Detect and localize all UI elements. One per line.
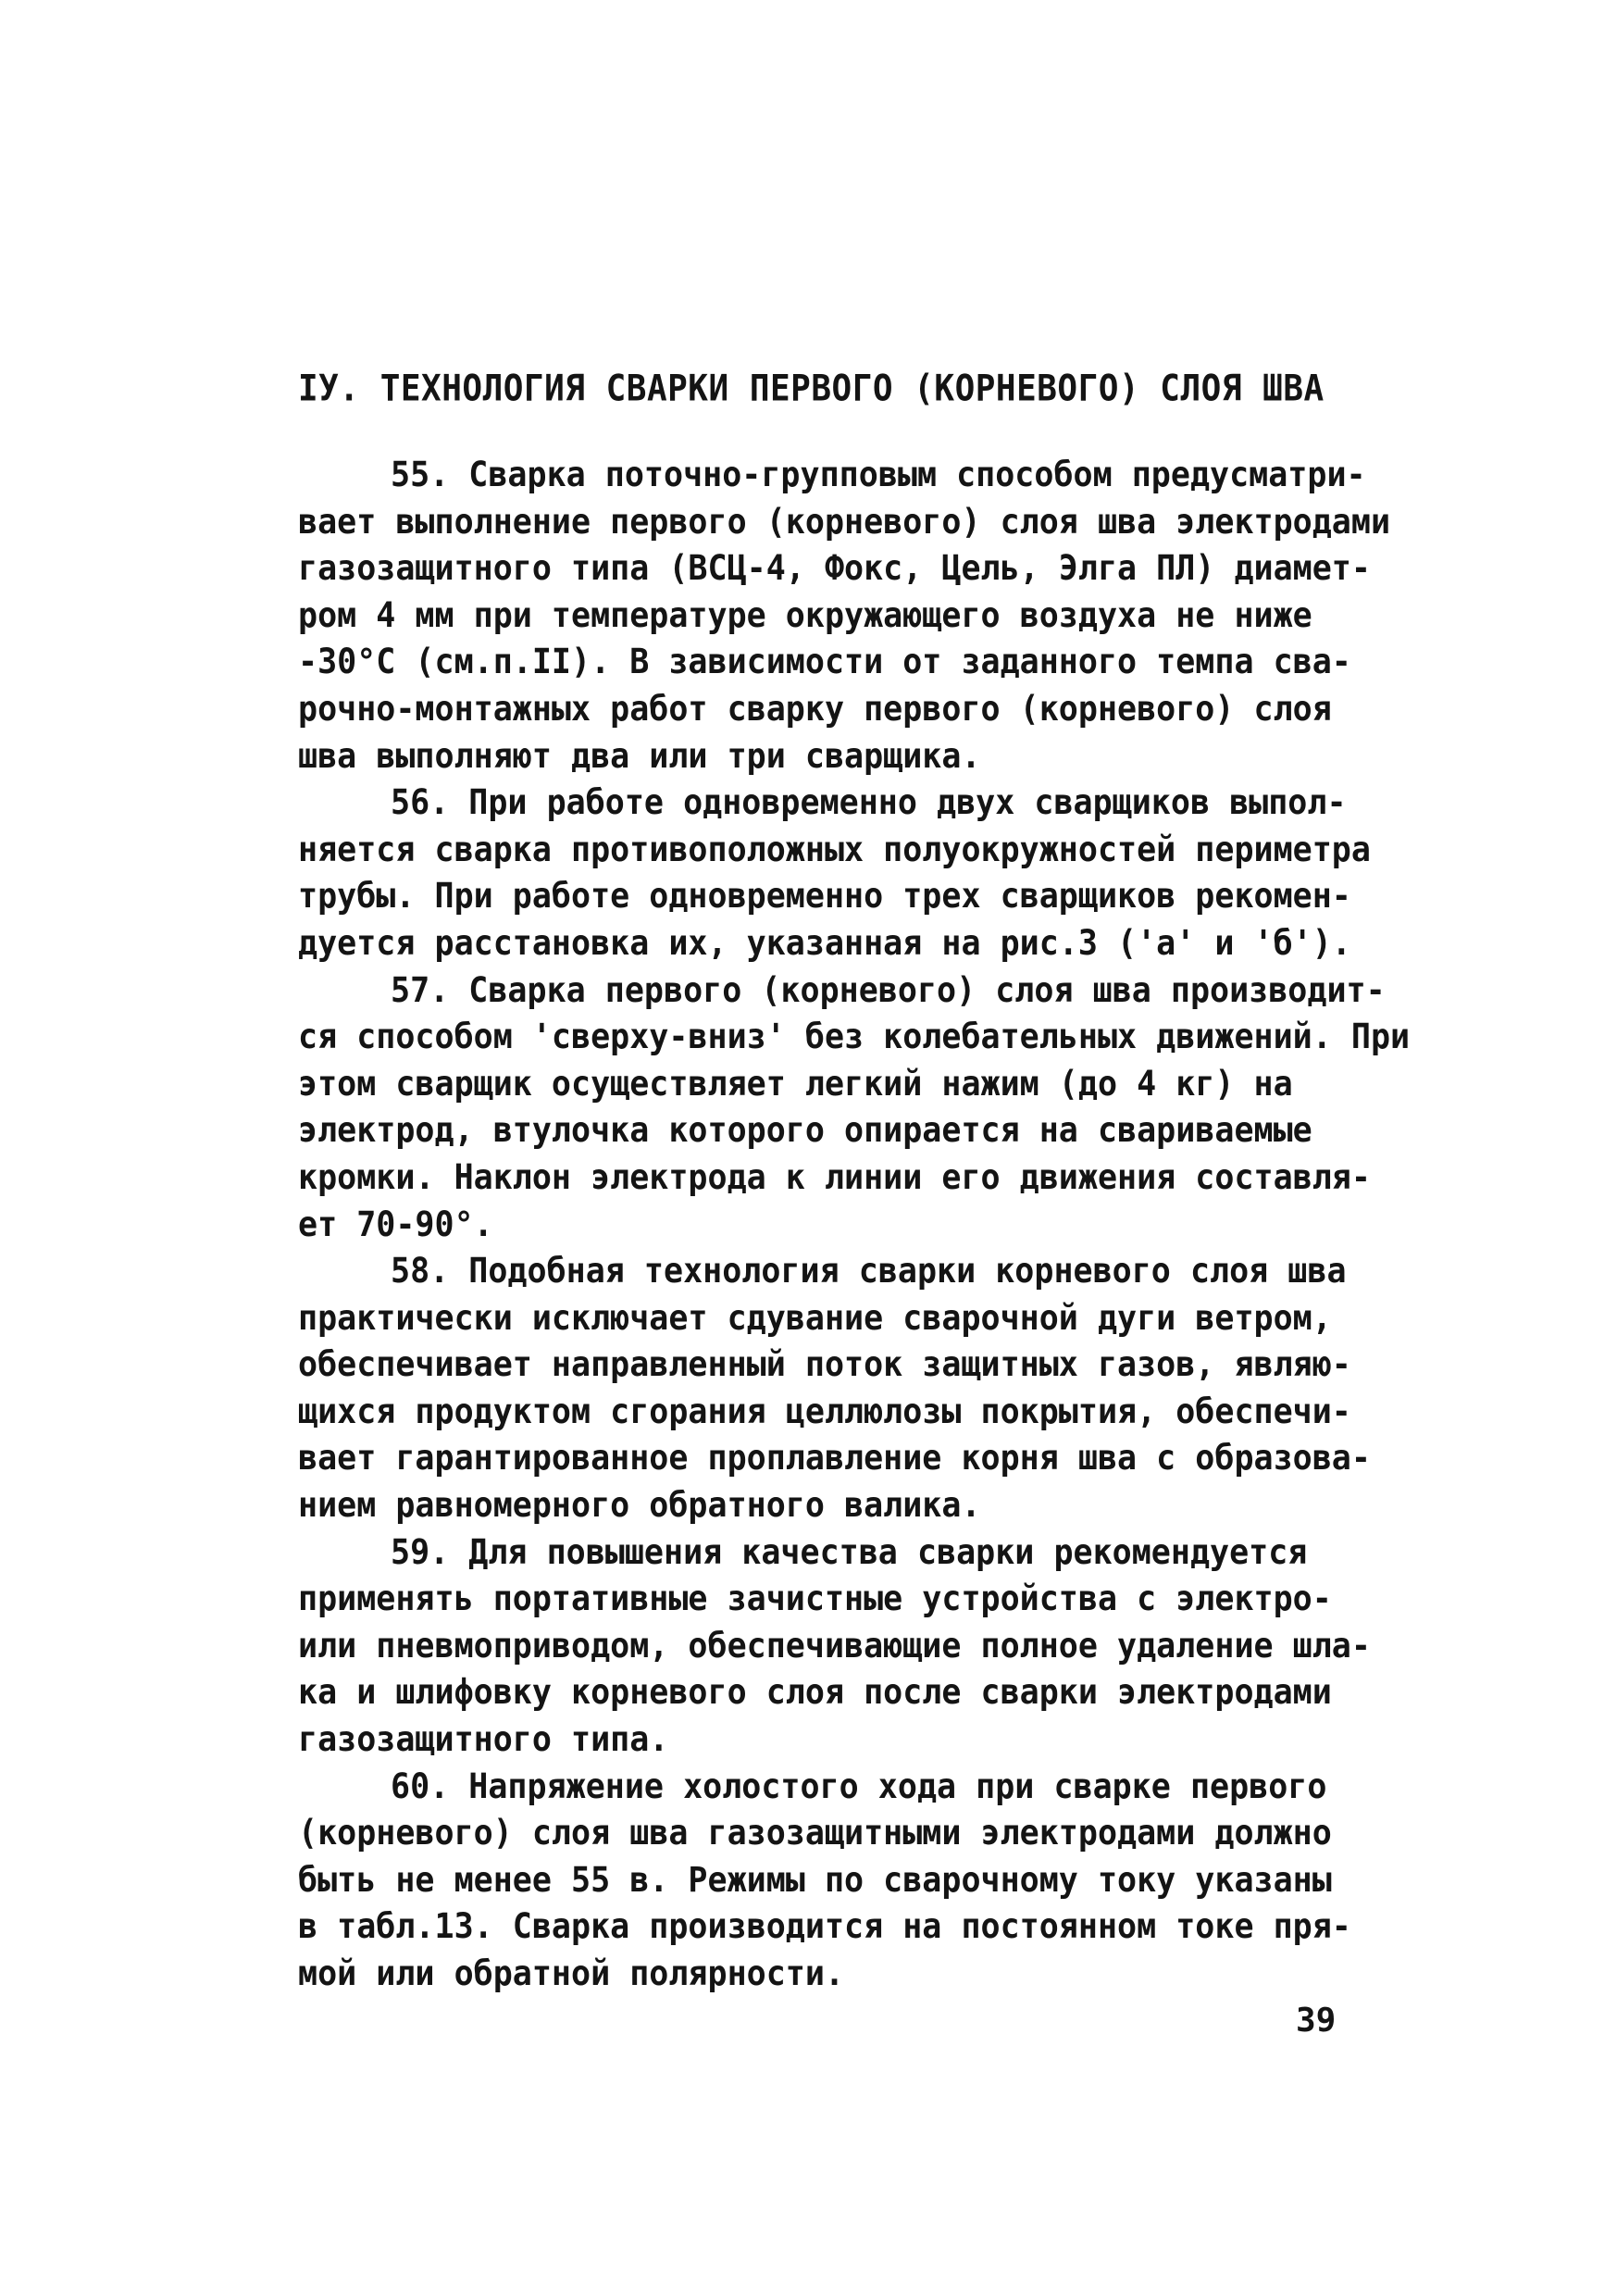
text-line: или пневмоприводом, обеспечивающие полное удаление шла- (298, 1626, 1371, 1666)
text-line: 56. При работе одновременно двух сварщиков выпол- (391, 782, 1347, 823)
text-line: 59. Для повышения качества сварки рекомендуется (391, 1532, 1308, 1573)
text-line: нием равномерного обратного валика. (298, 1485, 981, 1526)
text-line: быть не менее 55 в. Режимы по сварочному току указаны (298, 1860, 1332, 1901)
text-line: в табл.13. Сварка производится на постоянном токе пря- (298, 1906, 1351, 1947)
text-line: трубы. При работе одновременно трех сварщиков рекомен- (298, 876, 1351, 917)
text-line: рочно-монтажных работ сварку первого (корневого) слоя (298, 689, 1332, 730)
text-line: (корневого) слоя шва газозащитными электродами должно (298, 1813, 1332, 1853)
text-line: газозащитного типа (ВСЦ-4, Фокс, Цель, Элга ПЛ) диамет- (298, 548, 1371, 589)
text-line: электрод, втулочка которого опирается на свариваемые (298, 1110, 1312, 1151)
page-number: 39 (1296, 2002, 1337, 2040)
text-line: шва выполняют два или три сварщика. (298, 735, 981, 777)
text-line: щихся продуктом сгорания целлюлозы покрытия, обеспечи- (298, 1391, 1351, 1432)
body-text (298, 452, 1411, 1998)
text-line: этом сварщик осуществляет легкий нажим (до 4 кг) на (298, 1064, 1293, 1104)
text-line: обеспечивает направленный поток защитных газов, являю- (298, 1344, 1351, 1385)
text-line: 58. Подобная технология сварки корневого слоя шва (391, 1251, 1347, 1292)
text-line: ка и шлифовку корневого слоя после сварки электродами (298, 1672, 1332, 1714)
text-line: газозащитного типа. (298, 1719, 669, 1760)
section-heading: IУ. ТЕХНОЛОГИЯ СВАРКИ ПЕРВОГО (КОРНЕВОГО) СЛОЯ ШВА (298, 368, 1325, 410)
text-line: вает выполнение первого (корневого) слоя шва электродами (298, 501, 1391, 543)
text-line: ся способом 'сверху-вниз' без колебательных движений. При (298, 1017, 1411, 1057)
text-line: няется сварка противоположных полуокружностей периметра (298, 830, 1371, 870)
text-line: кромки. Наклон электрода к линии его движения составля- (298, 1157, 1371, 1198)
text-line: -30°С (см.п.II). В зависимости от заданного темпа сва- (298, 642, 1351, 682)
text-line: 55. Сварка поточно-групповым способом предусматри- (391, 455, 1366, 495)
text-line: ром 4 мм при температуре окружающего воздуха не ниже (298, 595, 1312, 636)
text-line: 60. Напряжение холостого хода при сварке первого (391, 1766, 1327, 1807)
text-line: применять портативные зачистные устройства с электро- (298, 1578, 1332, 1619)
text-line: ет 70-90°. (298, 1204, 493, 1245)
text-line: практически исключает сдувание сварочной дуги ветром, (298, 1298, 1332, 1339)
text-line: вает гарантированное проплавление корня шва с образова- (298, 1438, 1371, 1479)
text-line: 57. Сварка первого (корневого) слоя шва производит- (391, 969, 1386, 1011)
text-line: дуется расстановка их, указанная на рис.3 ('а' и 'б'). (298, 923, 1351, 964)
text-line: мой или обратной полярности. (298, 1953, 845, 1994)
